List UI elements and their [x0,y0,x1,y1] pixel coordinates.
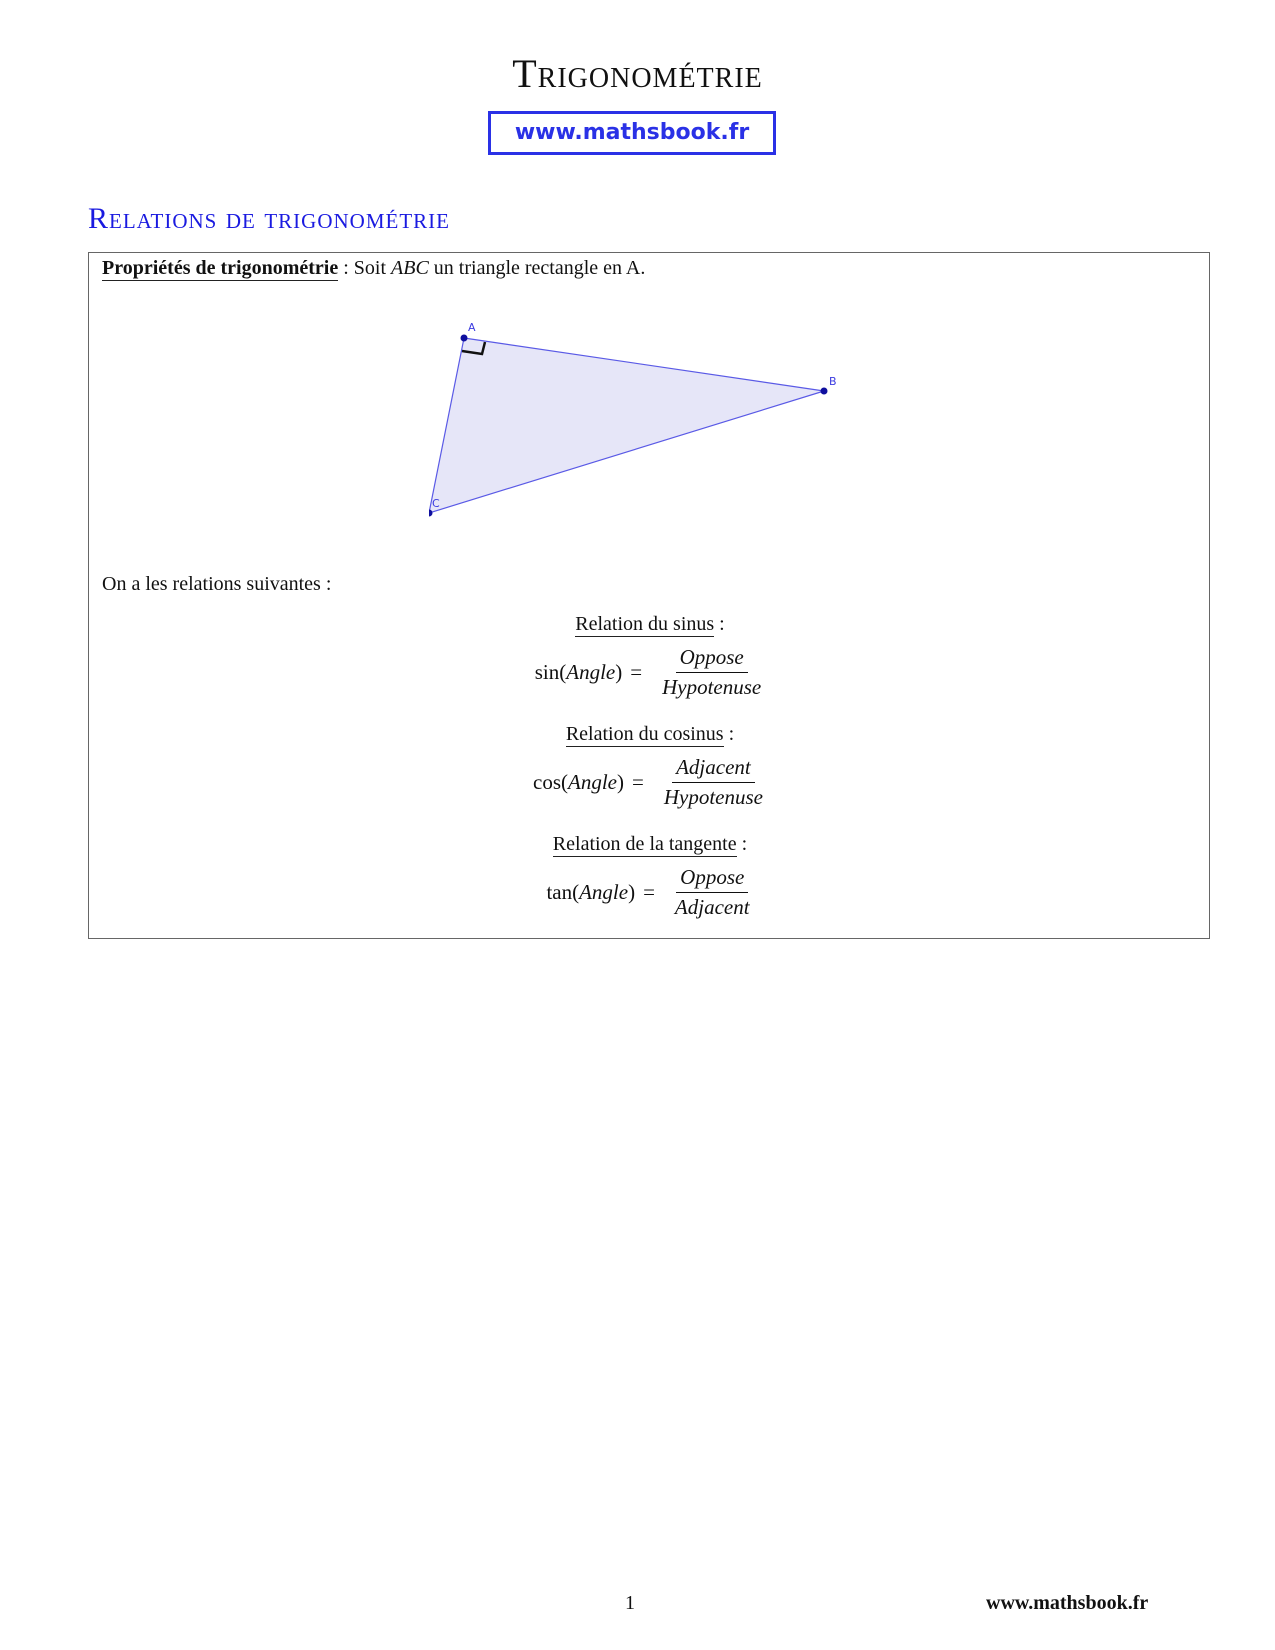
vertex-b-label: B [829,375,837,388]
sine-formula: sin ( Angle ) = $\frac{\text{Oppose}}{\text{Hypotenuse}}$ [89,645,1211,700]
property-text-before: : Soit [338,257,392,279]
site-link-box[interactable]: www.mathsbook.fr [488,111,776,155]
page-title: Trigonométrie [512,51,763,96]
property-intro [102,257,645,280]
vertex-a-point [461,335,468,342]
section-heading: Relations de trigonométrie [88,202,450,235]
tangent-fraction: $\frac{\text{Oppose}}{\text{Adjacent}}$ [674,865,750,919]
property-label: Propriétés de trigonométrie [102,257,339,279]
property-box [88,252,1210,939]
triangle-shape [429,338,824,513]
vertex-a-label: A [468,323,476,334]
tangent-relation-title: Relation de la tangente : [552,833,748,855]
relations-intro: On a les relations suivantes : [102,573,332,595]
vertex-c-label: C [432,497,440,510]
vertex-b-point [821,388,828,395]
cosine-relation-title: Relation du cosinus : [565,723,735,745]
page-number: 1 [625,1592,635,1614]
sine-relation-title: Relation du sinus : [575,613,725,635]
cosine-fraction: $\frac{\text{Adjacent}}{\text{Hypotenuse}}$ [663,755,763,809]
triangle-name: ABC [391,257,429,279]
triangle-figure [429,323,869,543]
tangent-formula: tan ( Angle ) = $\frac{\text{Oppose}}{\text{Adjacent}}$ [89,865,1211,920]
sine-fraction: $\frac{\text{Oppose}}{\text{Hypotenuse}}$ [662,645,762,699]
footer-site-link[interactable]: www.mathsbook.fr [986,1592,1149,1614]
property-text-after: un triangle rectangle en A. [428,257,646,279]
cosine-formula: cos ( Angle ) = $\frac{\text{Adjacent}}{\text{Hypotenuse}}$ [89,755,1211,810]
